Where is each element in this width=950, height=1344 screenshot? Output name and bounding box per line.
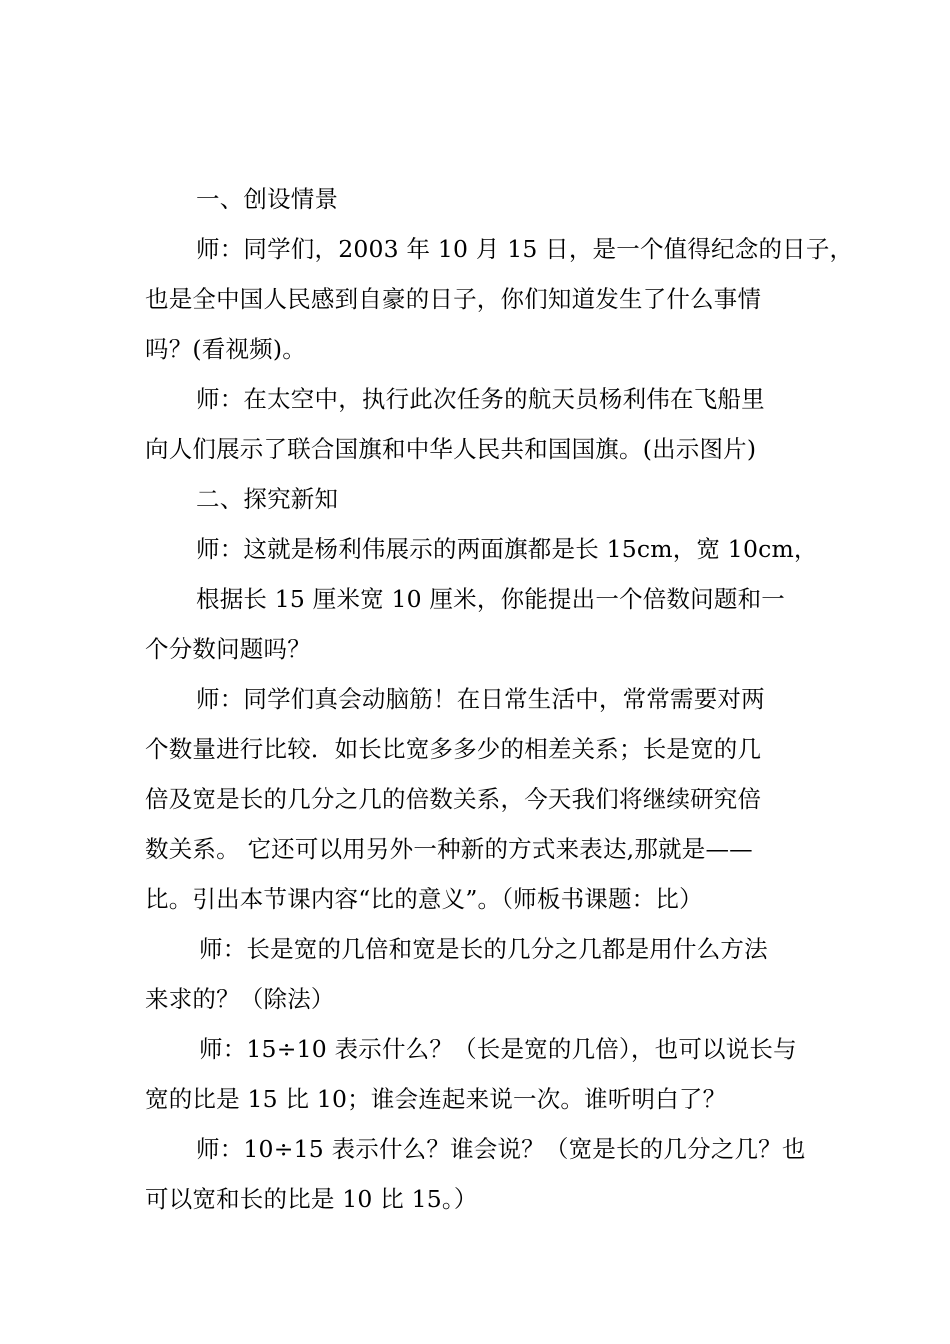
paragraph-line: 来求的？（除法） [145,985,335,1013]
paragraph-line: 个分数问题吗？ [145,635,311,663]
paragraph-line: 可以宽和长的比是 10 比 15。） [145,1185,478,1213]
paragraph-line: 吗？(看视频)。 [145,335,306,363]
paragraph-line: 师：同学们真会动脑筋！在日常生活中，常常需要对两 [196,685,765,713]
paragraph-line: 个数量进行比较．如长比宽多多少的相差关系；长是宽的几 [145,735,762,763]
paragraph-line: 师：长是宽的几倍和宽是长的几分之几都是用什么方法 [199,935,768,963]
paragraph-line: 师：在太空中，执行此次任务的航天员杨利伟在飞船里 [196,385,765,413]
paragraph-line: 师：这就是杨利伟展示的两面旗都是长 15cm，宽 10cm， [196,535,818,563]
paragraph-line: 师：15÷10 表示什么？（长是宽的几倍），也可以说长与 [199,1035,797,1063]
paragraph-line: 根据长 15 厘米宽 10 厘米，你能提出一个倍数问题和一 [196,585,785,613]
paragraph-line: 宽的比是 15 比 10；谁会连起来说一次。谁听明白了？ [145,1085,727,1113]
paragraph-line: 师：同学们，2003 年 10 月 15 日，是一个值得纪念的日子， [196,235,854,263]
paragraph-line: 数关系。 它还可以用另外一种新的方式来表达,那就是—— [145,835,753,863]
paragraph-line: 也是全中国人民感到自豪的日子，你们知道发生了什么事情 [145,285,762,313]
section-heading-1: 一、创设情景 [196,185,339,213]
paragraph-line: 比。引出本节课内容“比的意义”。（师板书课题：比） [145,885,703,913]
paragraph-line: 倍及宽是长的几分之几的倍数关系，今天我们将继续研究倍 [145,785,762,813]
section-heading-2: 二、探究新知 [196,485,339,513]
paragraph-line: 向人们展示了联合国旗和中华人民共和国国旗。(出示图片) [145,435,757,463]
paragraph-line: 师：10÷15 表示什么？谁会说？（宽是长的几分之几？也 [196,1135,806,1163]
